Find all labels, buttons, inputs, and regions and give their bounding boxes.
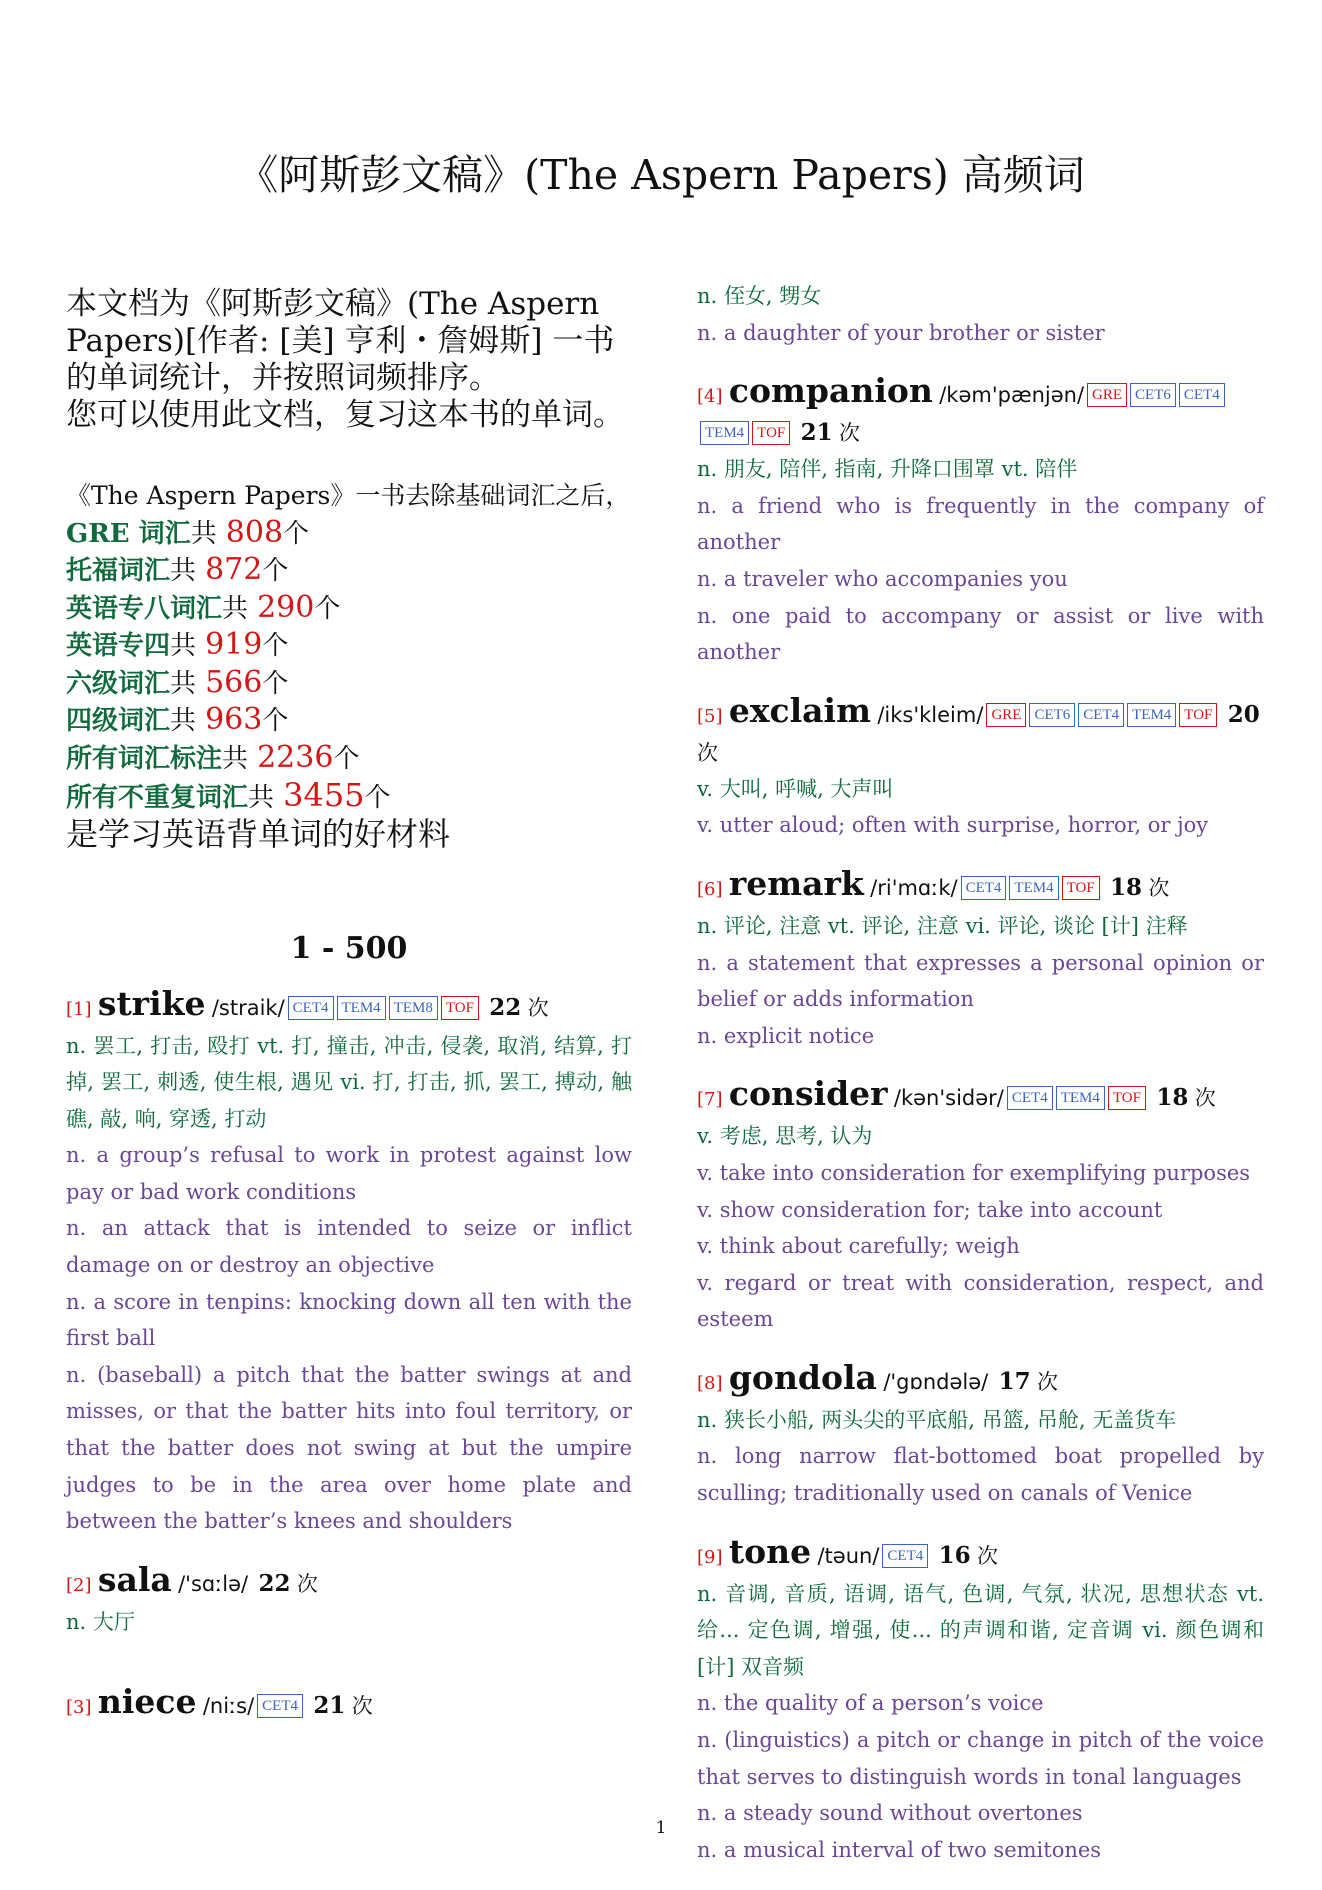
- level-tag: CET4: [882, 1544, 928, 1568]
- entry-index: [4]: [697, 386, 723, 408]
- entry-count: 22: [258, 1569, 291, 1597]
- entry-count-unit: 次: [296, 1571, 318, 1596]
- entry-count: 21: [313, 1692, 346, 1720]
- chinese-definition: n. 罢工, 打击, 殴打 vt. 打, 撞击, 冲击, 侵袭, 取消, 结算, 打掉, 罢工, 刺透, 使生根, 遇见 vi. 打, 打击, 抓, 罢工, 搏动, 触礁, 敲, 响, 穿透, 打动: [66, 1033, 632, 1131]
- level-tag: TOF: [1108, 1086, 1146, 1110]
- level-tag: GRE: [986, 703, 1026, 727]
- level-tag: TEM4: [1056, 1086, 1105, 1110]
- chinese-definition: n. 朋友, 陪伴, 指南, 升降口围罩 vt. 陪伴: [697, 457, 1078, 482]
- entry-word: exclaim: [728, 690, 871, 730]
- entry-phonetic: /ri'mɑːk/: [870, 875, 958, 900]
- entry-count: 18: [1156, 1084, 1189, 1112]
- stat-row: [66, 665, 632, 703]
- stat-row: [66, 627, 632, 665]
- english-definition: n. a statement that expresses a personal opinion or belief or adds information: [697, 950, 1264, 1012]
- level-tag: CET4: [1179, 383, 1225, 407]
- intro-paragraph: [66, 286, 632, 434]
- stat-count: 872: [205, 552, 263, 587]
- english-definition: v. think about carefully; weigh: [697, 1234, 1020, 1259]
- english-definition: n. (linguistics) a pitch or change in pitch of the voice that serves to distinguish words in tonal languages: [697, 1728, 1264, 1789]
- entry-head: [697, 373, 1264, 451]
- entry-index: [9]: [697, 1546, 723, 1568]
- page-number: 1: [655, 1818, 667, 1838]
- entry-count-unit: 次: [697, 740, 718, 765]
- stat-gong: 共: [222, 593, 249, 624]
- word-entry: [66, 1684, 632, 1726]
- english-definition: n. one paid to accompany or assist or live with another: [697, 603, 1264, 665]
- range-heading: 1 - 500: [290, 930, 408, 966]
- left-column: [66, 286, 632, 1748]
- stat-count: 3455: [283, 776, 365, 814]
- entry-phonetic: /iks'kleim/: [877, 702, 984, 727]
- stats-lead: 《The Aspern Papers》一书去除基础词汇之后，: [66, 481, 631, 510]
- vocab-stats: [66, 478, 632, 851]
- stat-row: [66, 740, 632, 778]
- word-entry: [66, 1559, 632, 1641]
- word-entry: [697, 863, 1264, 1054]
- entry-word: niece: [97, 1682, 197, 1722]
- chinese-definition: n. 评论, 注意 vt. 评论, 注意 vi. 评论, 谈论 [计] 注释: [697, 913, 1188, 938]
- english-definition: n. long narrow flat-bottomed boat propelled by sculling; traditionally used on canals of Venice: [697, 1444, 1264, 1506]
- entry-index: [5]: [697, 705, 723, 727]
- english-definition: v. utter aloud; often with surprise, horror, or joy: [697, 813, 1209, 838]
- level-tag: TOF: [752, 421, 790, 445]
- entry-count-unit: 次: [838, 421, 860, 446]
- english-definition: n. an attack that is intended to seize or inflict damage on or destroy an objective: [66, 1216, 632, 1278]
- right-column: [697, 278, 1264, 1890]
- stat-row: [66, 552, 632, 590]
- level-tag: CET4: [1007, 1086, 1053, 1110]
- entry-count-unit: 次: [1036, 1369, 1058, 1394]
- entry-head: [66, 983, 632, 1028]
- entry-head: [697, 863, 1264, 908]
- chinese-definition: v. 大叫, 呼喊, 大声叫: [697, 776, 894, 801]
- english-definition: n. a group’s refusal to work in protest against low pay or bad work conditions: [66, 1143, 632, 1204]
- stat-gong: 共: [248, 783, 275, 813]
- english-definition: n. a friend who is frequently in the company of another: [697, 493, 1264, 555]
- level-tag: CET6: [1130, 383, 1176, 407]
- entry-index: [3]: [66, 1697, 92, 1719]
- entry-count: 16: [938, 1541, 971, 1569]
- stat-gong: 共: [190, 518, 217, 549]
- level-tag: TEM4: [700, 421, 749, 445]
- entry-count-unit: 次: [1148, 875, 1170, 900]
- level-tag: CET4: [1078, 703, 1124, 727]
- entry-word: sala: [97, 1559, 172, 1599]
- word-entry: [697, 1357, 1264, 1512]
- entry-phonetic: /niːs/: [202, 1694, 255, 1719]
- entry-continuation: [697, 278, 1264, 351]
- english-definition: n. a traveler who accompanies you: [697, 566, 1068, 591]
- english-definition: n. explicit notice: [697, 1023, 875, 1048]
- entry-word: gondola: [728, 1357, 877, 1397]
- stat-label: GRE 词汇: [66, 518, 191, 549]
- entry-phonetic: /'gɒndələ/: [883, 1369, 989, 1394]
- stat-gong: 共: [170, 631, 197, 661]
- entry-head: [66, 1559, 632, 1604]
- entry-word: tone: [728, 1531, 812, 1571]
- stat-label: 所有不重复词汇: [66, 783, 249, 813]
- entry-head: [697, 1076, 1264, 1118]
- stat-unit: 个: [283, 518, 310, 549]
- stat-label: 六级词汇: [66, 668, 171, 699]
- level-tag: GRE: [1087, 383, 1127, 407]
- entry-index: [1]: [66, 998, 92, 1020]
- entry-head: [697, 1531, 1264, 1576]
- english-definition: n. a daughter of your brother or sister: [697, 320, 1105, 345]
- entry-phonetic: /təun/: [817, 1543, 880, 1568]
- entry-index: [2]: [66, 1574, 92, 1596]
- level-tag: TOF: [441, 996, 479, 1020]
- entry-phonetic: /kəm'pænjən/: [939, 383, 1085, 408]
- stat-unit: 个: [314, 593, 341, 624]
- english-definition: n. the quality of a person’s voice: [697, 1691, 1044, 1716]
- stat-gong: 共: [170, 706, 197, 736]
- stat-count: 963: [205, 702, 263, 737]
- stat-unit: 个: [364, 783, 391, 813]
- stat-label: 四级词汇: [66, 706, 171, 736]
- entry-count: 17: [998, 1367, 1031, 1395]
- level-tag: TEM8: [389, 996, 438, 1020]
- intro-text-1: 本文档为《阿斯彭文稿》(The Aspern Papers)[作者: [美] 亨利・詹姆斯] 一书的单词统计，并按照词频排序。: [66, 286, 615, 396]
- level-tag: CET4: [288, 996, 334, 1020]
- stat-label: 托福词汇: [66, 556, 171, 586]
- stat-row: [66, 702, 632, 740]
- entry-count: 20: [1227, 700, 1260, 728]
- entry-count: 21: [800, 419, 833, 447]
- level-tag: TOF: [1179, 703, 1217, 727]
- stat-gong: 共: [222, 743, 249, 774]
- stat-label: 所有词汇标注: [66, 743, 223, 774]
- english-definition: n. (baseball) a pitch that the batter swings at and misses, or that the batter hits into foul territory, or that the batter does not swing at but the umpire judges to be in the area over home plate and between the batter’s knees and shoulders: [66, 1362, 632, 1534]
- english-definition: n. a musical interval of two semitones: [697, 1837, 1102, 1862]
- level-tag: TEM4: [337, 996, 386, 1020]
- stat-row: [66, 777, 632, 817]
- level-tag: TEM4: [1127, 703, 1176, 727]
- chinese-definition: n. 大厅: [66, 1609, 135, 1634]
- stat-gong: 共: [170, 668, 197, 699]
- chinese-definition: n. 侄女, 甥女: [697, 284, 822, 308]
- english-definition: n. a steady sound without overtones: [697, 1801, 1083, 1826]
- stat-unit: 个: [262, 556, 289, 586]
- entry-word: companion: [728, 371, 933, 411]
- stat-label: 英语专四: [66, 631, 171, 661]
- entry-count-unit: 次: [351, 1694, 373, 1719]
- entry-index: [6]: [697, 878, 723, 900]
- level-tag: TEM4: [1009, 876, 1058, 900]
- entry-head: [697, 690, 1264, 771]
- stat-row: [66, 590, 632, 628]
- english-definition: n. a score in tenpins: knocking down all ten with the first ball: [66, 1289, 632, 1351]
- chinese-definition: v. 考虑, 思考, 认为: [697, 1124, 873, 1149]
- word-entry: [697, 690, 1264, 844]
- entry-word: remark: [728, 863, 864, 903]
- intro-text-2: 您可以使用此文档，复习这本书的单词。: [66, 397, 624, 433]
- stat-unit: 个: [262, 706, 289, 736]
- page-title: 《阿斯彭文稿》(The Aspern Papers) 高频词: [237, 151, 1085, 199]
- entry-count: 22: [489, 993, 522, 1021]
- stat-unit: 个: [262, 631, 289, 661]
- level-tag: CET4: [257, 1694, 303, 1718]
- entry-index: [7]: [697, 1089, 723, 1111]
- stat-row: [66, 515, 632, 553]
- entry-phonetic: /kən'sidər/: [893, 1086, 1004, 1111]
- stat-count: 566: [205, 664, 263, 700]
- stat-unit: 个: [262, 668, 289, 699]
- stat-label: 英语专八词汇: [66, 593, 223, 624]
- word-entry: [66, 983, 632, 1540]
- entry-head: [66, 1684, 632, 1726]
- stat-gong: 共: [170, 556, 197, 586]
- chinese-definition: n. 狭长小船, 两头尖的平底船, 吊篮, 吊舱, 无盖货车: [697, 1407, 1177, 1432]
- english-definition: v. show consideration for; take into account: [697, 1197, 1163, 1222]
- stats-closing: 是学习英语背单词的好材料: [66, 814, 451, 853]
- entry-count-unit: 次: [527, 995, 549, 1020]
- entry-word: consider: [728, 1074, 888, 1114]
- entry-head: [697, 1357, 1264, 1402]
- stat-unit: 个: [333, 743, 360, 774]
- stat-count: 919: [205, 627, 263, 662]
- stat-count: 2236: [257, 739, 334, 775]
- word-entry: [697, 373, 1264, 671]
- level-tag: CET6: [1029, 703, 1075, 727]
- stat-count: 808: [225, 514, 284, 550]
- entry-word: strike: [97, 983, 206, 1023]
- entry-phonetic: /'sɑːlə/: [178, 1571, 249, 1596]
- entry-count-unit: 次: [976, 1543, 998, 1568]
- entry-count: 18: [1110, 873, 1143, 901]
- level-tag: TOF: [1062, 876, 1100, 900]
- english-definition: v. take into consideration for exemplifying purposes: [697, 1160, 1251, 1185]
- english-definition: v. regard or treat with consideration, respect, and esteem: [697, 1270, 1264, 1332]
- chinese-definition: n. 音调, 音质, 语调, 语气, 色调, 气氛, 状况, 思想状态 vt. 给... 定色调, 增强, 使... 的声调和谐, 定音调 vi. 颜色调和 [计] 双音频: [697, 1581, 1264, 1679]
- stat-count: 290: [257, 589, 315, 625]
- entry-count-unit: 次: [1194, 1086, 1216, 1111]
- word-entry: [697, 1076, 1264, 1338]
- entry-index: [8]: [697, 1372, 723, 1394]
- entry-phonetic: /straik/: [211, 995, 285, 1020]
- level-tag: CET4: [961, 876, 1007, 900]
